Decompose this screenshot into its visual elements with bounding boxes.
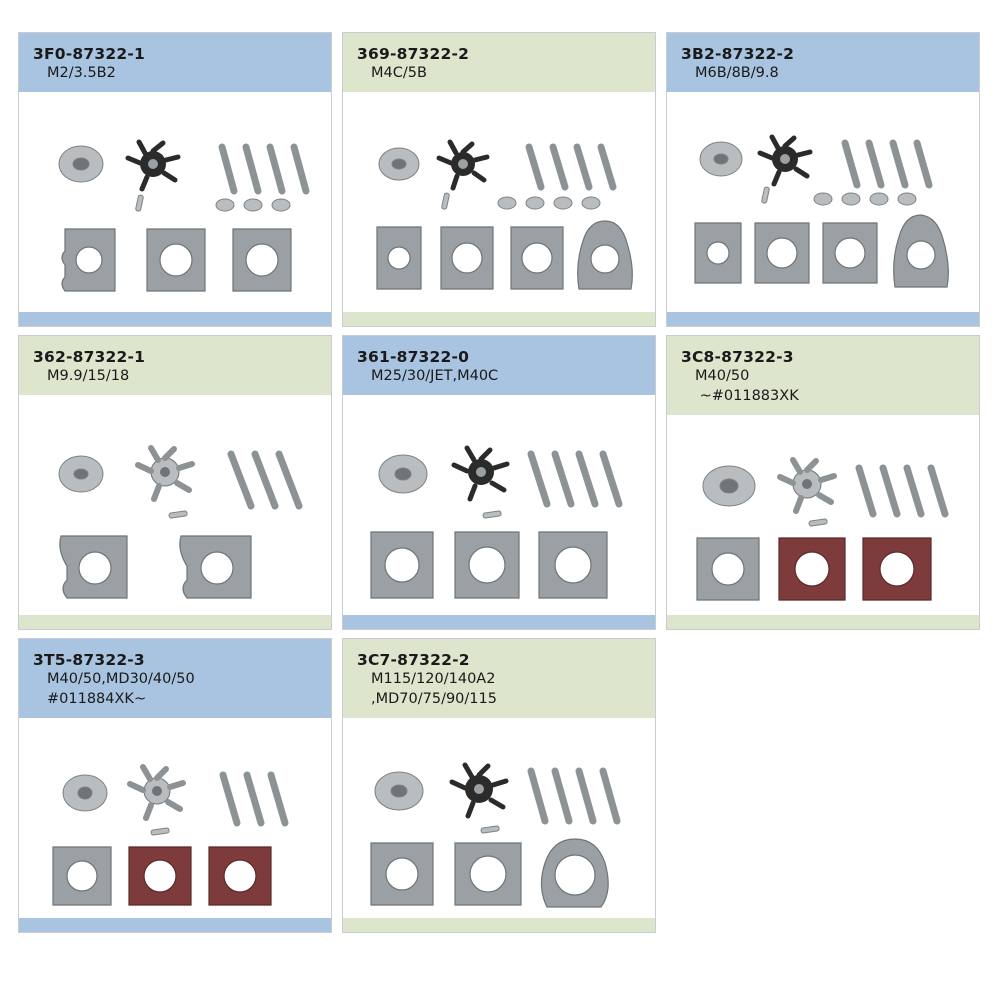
part-code: 3F0-87322-1: [33, 45, 145, 63]
parts-illustration: [343, 129, 655, 312]
part-model-note: ~#011883XK: [695, 387, 799, 404]
part-model: M4C/5B: [371, 65, 427, 82]
parts-illustration: [19, 432, 331, 615]
kit-diagram-3: [667, 129, 980, 314]
part-code: 3B2-87322-2: [681, 45, 795, 63]
kit-diagram-6: [667, 456, 980, 617]
kit-diagram-4: [19, 432, 332, 617]
card-header: [343, 639, 655, 718]
part-model-note: #011884XK~: [47, 690, 147, 707]
card-header: [667, 336, 979, 415]
part-code: 362-87322-1: [33, 348, 146, 366]
card-footer-band: [19, 918, 331, 932]
kit-diagram-8: [343, 759, 656, 920]
card-header: [19, 336, 331, 395]
card-footer-band: [19, 615, 331, 629]
part-model: M25/30/JET,M40C: [371, 368, 499, 385]
parts-illustration: [19, 759, 331, 918]
part-model-note: ,MD70/75/90/115: [371, 690, 497, 707]
card-header: [19, 33, 331, 92]
part-model: M9.9/15/18: [47, 368, 130, 385]
card-header: [667, 33, 979, 92]
part-code: 3C8-87322-3: [681, 348, 794, 366]
parts-illustration: [667, 456, 979, 615]
part-card[interactable]: [18, 32, 332, 327]
part-code: 369-87322-2: [357, 45, 470, 63]
card-footer-band: [19, 312, 331, 326]
part-model: M40/50: [695, 368, 750, 385]
card-footer-band: [343, 312, 655, 326]
part-code: 361-87322-0: [357, 348, 470, 366]
card-header: [19, 639, 331, 718]
part-model: M6B/8B/9.8: [695, 65, 779, 82]
card-footer-band: [667, 615, 979, 629]
kit-diagram-2: [343, 129, 656, 314]
card-footer-band: [667, 312, 979, 326]
part-model: M115/120/140A2: [371, 671, 496, 688]
kit-diagram-1: [19, 129, 332, 314]
parts-illustration: [667, 129, 979, 312]
part-code: 3T5-87322-3: [33, 651, 145, 669]
parts-illustration: [19, 129, 331, 312]
part-model: M40/50,MD30/40/50: [47, 671, 195, 688]
part-card[interactable]: [18, 638, 332, 933]
part-card[interactable]: [18, 335, 332, 630]
card-footer-band: [343, 615, 655, 629]
kit-diagram-5: [343, 432, 656, 617]
parts-illustration: [343, 432, 655, 615]
kit-diagram-7: [19, 759, 332, 920]
part-card[interactable]: [666, 335, 980, 630]
part-card[interactable]: [342, 638, 656, 933]
card-header: [343, 33, 655, 92]
part-model: M2/3.5B2: [47, 65, 116, 82]
card-header: [343, 336, 655, 395]
part-card[interactable]: [342, 335, 656, 630]
part-card[interactable]: [342, 32, 656, 327]
parts-illustration: [343, 759, 655, 918]
card-grid: [18, 32, 982, 933]
part-code: 3C7-87322-2: [357, 651, 470, 669]
part-card[interactable]: [666, 32, 980, 327]
card-footer-band: [343, 918, 655, 932]
